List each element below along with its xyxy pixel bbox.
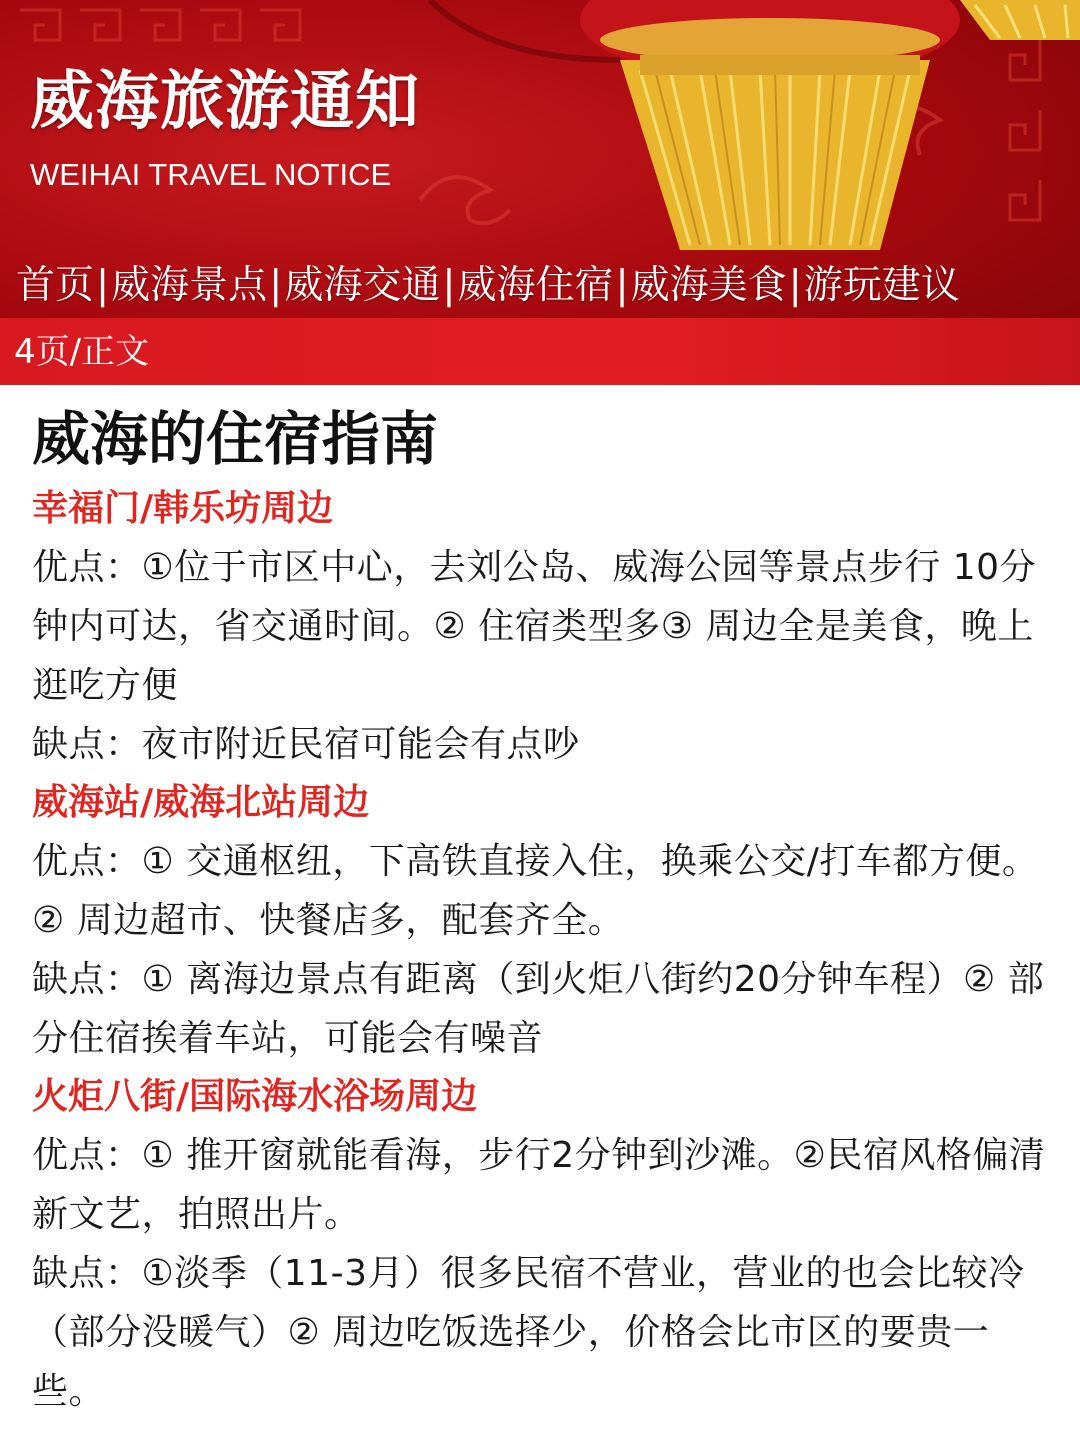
page-title: 威海旅游通知 (30, 65, 420, 139)
pros-text: 优点：①位于市区中心，去刘公岛、威海公园等景点步行 10分钟内可达，省交通时间。② 住宿类型多③ 周边全是美食，晚上逛吃方便 (32, 547, 1037, 706)
area-section-xingfumen (32, 480, 1062, 774)
pros-text: 优点：① 推开窗就能看海，步行2分钟到沙滩。②民宿风格偏清新文艺，拍照出片。 (32, 1135, 1046, 1235)
area-title: 威海站/威海北站周边 (32, 782, 370, 823)
nav-separator: | (96, 263, 110, 308)
area-title: 幸福门/韩乐坊周边 (32, 488, 334, 529)
pros-text: 优点：① 交通枢纽，下高铁直接入住，换乘公交/打车都方便。② 周边超市、快餐店多，配套齐全。 (32, 841, 1039, 941)
nav-separator: | (788, 263, 802, 308)
cons-text: 缺点：①淡季（11-3月）很多民宿不营业，营业的也会比较冷（部分没暖气）② 周边吃饭选择少，价格会比市区的要贵一些。 (32, 1253, 1025, 1412)
cons-text: 缺点：① 离海边景点有距离（到火炬八街约20分钟车程）② 部分住宿挨着车站，可能会有噪音 (32, 959, 1045, 1059)
page-indicator-bar (0, 318, 1080, 385)
article-body (32, 398, 1062, 1421)
cons-text: 缺点：夜市附近民宿可能会有点吵 (32, 724, 580, 765)
article-heading: 威海的住宿指南 (32, 405, 439, 473)
area-title: 火炬八街/国际海水浴场周边 (32, 1076, 478, 1117)
area-section-huoju-8th-street (32, 1068, 1062, 1421)
nav-item-lodging[interactable]: 威海住宿 (457, 263, 614, 308)
nav-item-food[interactable]: 威海美食 (630, 263, 787, 308)
nav-item-transport[interactable]: 威海交通 (284, 263, 441, 308)
top-navigation (16, 258, 960, 314)
nav-item-home[interactable]: 首页 (16, 263, 95, 308)
nav-separator: | (442, 263, 456, 308)
page-indicator: 4页/正文 (14, 332, 150, 372)
nav-separator: | (269, 263, 283, 308)
area-section-weihai-station (32, 774, 1062, 1068)
page-subtitle: WEIHAI TRAVEL NOTICE (30, 157, 392, 192)
nav-item-attractions[interactable]: 威海景点 (111, 263, 268, 308)
header-banner (0, 0, 1080, 385)
nav-separator: | (615, 263, 629, 308)
nav-item-tips[interactable]: 游玩建议 (803, 263, 960, 308)
